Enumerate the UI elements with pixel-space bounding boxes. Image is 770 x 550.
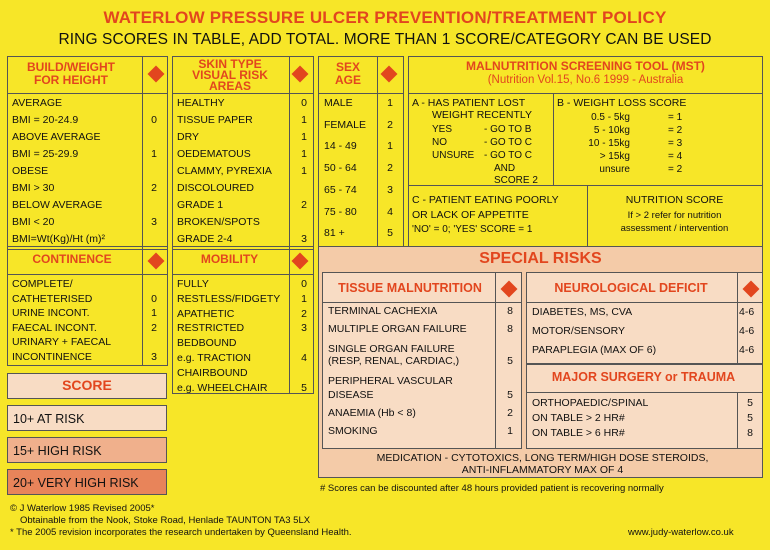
skin-row-label: CLAMMY, PYREXIA [177, 165, 272, 177]
sexage-row-label: 65 - 74 [324, 183, 357, 196]
surgery-row-label: ON TABLE > 2 HR# [532, 412, 625, 424]
skin-row-score: 1 [301, 114, 307, 126]
mobility-row-score: 3 [301, 322, 307, 335]
diamond-icon [148, 66, 165, 83]
mobility-row-score: 0 [301, 278, 307, 290]
page-title: WATERLOW PRESSURE ULCER PREVENTION/TREATMENT POLICY [103, 8, 667, 27]
skin-row-score: 1 [301, 148, 307, 160]
page-subtitle: RING SCORES IN TABLE, ADD TOTAL. MORE THAN 1 SCORE/CATEGORY CAN BE USED [58, 31, 712, 48]
skin-header-line3: AREAS [208, 79, 251, 93]
tissue-row-score: 5 [507, 389, 513, 401]
score-level-high-risk [7, 437, 167, 463]
score-level-label: 10+ AT RISK [13, 412, 85, 426]
mst-c-line1: C - PATIENT EATING POORLY [412, 194, 559, 206]
skin-row-label: TISSUE PAPER [177, 114, 253, 126]
diamond-icon [381, 66, 398, 83]
continence-panel [7, 246, 168, 366]
neuro-row-label: DIABETES, MS, CVA [532, 306, 633, 318]
skin-row-label: GRADE 1 [177, 199, 224, 211]
diamond-icon [148, 253, 165, 270]
skin-type-header [175, 59, 285, 92]
tissue-row-label: SMOKING [328, 425, 378, 437]
sexage-row-score: 2 [387, 162, 393, 175]
build-row-label: BMI > 30 [12, 182, 55, 194]
sexage-row-label: 81 + [324, 227, 345, 240]
score-level-very-high-risk [7, 469, 167, 495]
tissue-row-score: 5 [507, 355, 513, 367]
continence-header: CONTINENCE [32, 252, 112, 266]
skin-row-label: OEDEMATOUS [177, 148, 251, 160]
sexage-row-label: FEMALE [324, 118, 367, 131]
continence-row-label: INCONTINENCE [12, 350, 92, 363]
mobility-row-score: 2 [301, 307, 307, 320]
skin-row-score: 3 [301, 233, 307, 245]
diamond-icon [501, 281, 518, 298]
build-row-label: ABOVE AVERAGE [12, 131, 101, 143]
build-row-label: BMI < 20 [12, 216, 55, 228]
continence-row-label: COMPLETE/ [12, 278, 73, 290]
continence-row-score: 1 [151, 307, 157, 319]
build-row-score: 3 [151, 216, 157, 228]
tissue-row-label: TERMINAL CACHEXIA [328, 305, 438, 317]
build-row-label: BMI = 20-24.9 [12, 114, 79, 126]
sexage-row-score: 1 [387, 140, 393, 153]
sexage-row-score: 3 [387, 183, 393, 196]
mobility-row-label: APATHETIC [177, 307, 235, 320]
tissue-row-score: 8 [507, 305, 513, 317]
sexage-row-label: 75 - 80 [324, 205, 357, 218]
build-row-label: BELOW AVERAGE [12, 199, 103, 211]
mst-a-option-goto: - GO TO C [484, 150, 532, 161]
mst-b-title: B - WEIGHT LOSS SCORE [557, 97, 687, 109]
skin-row-label: HEALTHY [177, 97, 225, 109]
continence-row-score: 2 [151, 321, 157, 334]
tissue-row-score: 1 [507, 425, 513, 437]
mst-b-score: = 2 [668, 125, 683, 136]
sexage-row-score: 5 [387, 227, 393, 240]
continence-row-score: 0 [151, 292, 157, 305]
continence-row-score: 3 [151, 350, 157, 363]
tissue-row-score: 8 [507, 323, 513, 335]
mst-b-score: = 2 [668, 164, 683, 175]
major-surgery-header: MAJOR SURGERY or TRAUMA [551, 370, 736, 384]
build-row-label: BMI=Wt(Kg)/Ht (m)² [12, 233, 106, 245]
mobility-row-label: FULLY [177, 278, 209, 290]
surgery-row-score: 5 [747, 412, 753, 424]
sexage-row-label: MALE [324, 97, 353, 109]
mst-a-option-label: YES [432, 124, 453, 135]
mst-b-label: 0.5 - 5kg [591, 112, 630, 123]
score-level-label: 20+ VERY HIGH RISK [13, 476, 139, 490]
neuro-row-label: MOTOR/SENSORY [532, 325, 625, 337]
special-risks-header: SPECIAL RISKS [479, 250, 602, 267]
website: www.judy-waterlow.co.uk [628, 527, 734, 538]
sexage-row-label: 50 - 64 [324, 162, 357, 175]
skin-row-label: DISCOLOURED [177, 182, 255, 194]
skin-header-line2: VISUAL RISK [192, 68, 268, 82]
build-header-line1: BUILD/WEIGHT [27, 60, 115, 74]
tissue-malnutrition-header: TISSUE MALNUTRITION [338, 281, 482, 295]
score-header: SCORE [62, 377, 112, 393]
mst-b-score: = 1 [668, 112, 683, 123]
mst-b-score: = 3 [668, 138, 683, 149]
score-level-at-risk [7, 405, 167, 431]
neurological-deficit-header: NEUROLOGICAL DEFICIT [554, 281, 708, 295]
continence-row-label: URINE INCONT. [12, 307, 90, 319]
age-header: AGE [334, 73, 361, 87]
mst-c-line3: 'NO' = 0; 'YES' SCORE = 1 [412, 224, 533, 235]
mst-subheader: (Nutrition Vol.15, No.6 1999 - Australia [487, 74, 684, 86]
sex-age-panel [318, 56, 404, 250]
footer-line2: Obtainable from the Nook, Stoke Road, Henlade TAUNTON TA3 5LX [20, 515, 311, 526]
mst-b-label: unsure [599, 164, 630, 175]
mst-c-line2: OR LACK OF APPETITE [412, 209, 529, 221]
build-row-label: BMI = 25-29.9 [12, 148, 79, 160]
tissue-row-label: SINGLE ORGAN FAILURE [328, 343, 455, 355]
continence-row-label: URINARY + FAECAL [12, 336, 112, 348]
surgery-row-score: 5 [747, 397, 753, 409]
medication-text [322, 452, 763, 476]
surgery-row-label: ORTHOPAEDIC/SPINAL [532, 397, 649, 409]
skin-row-label: DRY [177, 131, 199, 143]
mobility-header: MOBILITY [200, 252, 259, 266]
mst-a-score: SCORE 2 [494, 175, 538, 186]
tissue-row-label: ANAEMIA (Hb < 8) [328, 407, 416, 419]
medication-line2: ANTI-INFLAMMATORY MAX OF 4 [461, 464, 624, 476]
medication-line1: MEDICATION - CYTOTOXICS, LONG TERM/HIGH DOSE STEROIDS, [376, 452, 709, 464]
skin-row-label: GRADE 2-4 [177, 233, 233, 245]
diamond-icon [292, 66, 309, 83]
tissue-row-score: 2 [507, 407, 513, 419]
neuro-row-score: 4-6 [739, 306, 755, 318]
diamond-icon [292, 253, 309, 270]
sexage-row-score: 1 [387, 97, 393, 109]
mobility-row-label: e.g. WHEELCHAIR [177, 381, 268, 394]
tissue-row-label: PERIPHERAL VASCULAR [328, 375, 453, 387]
mst-b-label: 10 - 15kg [588, 138, 630, 149]
neuro-row-score: 4-6 [739, 344, 755, 356]
build-row-label: OBESE [12, 165, 49, 177]
mobility-row-label: CHAIRBOUND [177, 366, 248, 379]
surgery-row-score: 8 [747, 427, 753, 439]
tissue-row-label: (RESP, RENAL, CARDIAC,) [328, 355, 460, 367]
mst-a-option-label: NO [432, 137, 447, 148]
skin-header-line1: SKIN TYPE [198, 57, 262, 71]
tissue-row-label: DISEASE [328, 389, 374, 401]
skin-row-score: 2 [301, 199, 307, 211]
mst-a-title-line1: A - HAS PATIENT LOST [412, 97, 526, 109]
mst-b-score: = 4 [668, 151, 683, 162]
mst-a-option-label: UNSURE [432, 150, 475, 161]
footnote: # Scores can be discounted after 48 hours provided patient is recovering normally [320, 483, 664, 494]
continence-row-label: FAECAL INCONT. [12, 321, 97, 334]
score-level-label: 15+ HIGH RISK [13, 444, 102, 458]
build-row-score: 2 [151, 182, 157, 194]
sexage-row-score: 2 [387, 118, 393, 131]
mobility-row-label: RESTRICTED [177, 322, 245, 335]
build-row-score: 0 [151, 114, 157, 126]
tissue-row-label: MULTIPLE ORGAN FAILURE [328, 323, 467, 335]
mst-a-option-goto: - GO TO B [484, 124, 532, 135]
mst-a-option-goto: - GO TO C [484, 137, 532, 148]
mst-a-title-line2: WEIGHT RECENTLY [432, 109, 532, 121]
mobility-row-score: 4 [301, 352, 307, 364]
sex-header: SEX [335, 60, 360, 74]
sexage-row-score: 4 [387, 205, 393, 218]
mobility-row-label: e.g. TRACTION [177, 352, 251, 364]
neuro-row-label: PARAPLEGIA (MAX OF 6) [532, 344, 657, 356]
mst-a-and: AND [494, 163, 516, 174]
build-header-line2: FOR HEIGHT [34, 73, 108, 87]
surgery-row-label: ON TABLE > 6 HR# [532, 427, 625, 439]
nutrition-score-title: NUTRITION SCORE [625, 194, 724, 206]
mobility-row-label: BEDBOUND [177, 337, 237, 350]
diamond-icon [743, 281, 760, 298]
score-header-box [7, 373, 167, 399]
build-weight-header [12, 61, 130, 87]
skin-row-score: 0 [301, 97, 307, 109]
skin-row-score: 1 [301, 165, 307, 177]
mst-b-label: > 15kg [599, 151, 630, 162]
build-row-score: 1 [151, 148, 157, 160]
sex-age-header [323, 61, 373, 87]
sexage-row-label: 14 - 49 [324, 140, 357, 153]
continence-row-label: CATHETERISED [12, 292, 93, 305]
footer-line1: © J Waterlow 1985 Revised 2005* [10, 503, 155, 514]
nutrition-score-line2: assessment / intervention [620, 223, 729, 234]
skin-row-score: 1 [301, 131, 307, 143]
nutrition-score-line1: If > 2 refer for nutrition [627, 210, 722, 221]
neuro-row-score: 4-6 [739, 325, 755, 337]
mst-b-label: 5 - 10kg [593, 125, 630, 136]
footer-line3: * The 2005 revision incorporates the research undertaken by Queensland Health. [10, 527, 352, 538]
mst-header: MALNUTRITION SCREENING TOOL (MST) [466, 59, 705, 73]
mobility-row-label: RESTLESS/FIDGETY [177, 292, 281, 305]
skin-row-label: BROKEN/SPOTS [177, 216, 260, 228]
build-row-label: AVERAGE [12, 97, 62, 109]
mobility-row-score: 5 [301, 381, 307, 394]
mobility-row-score: 1 [301, 292, 307, 305]
